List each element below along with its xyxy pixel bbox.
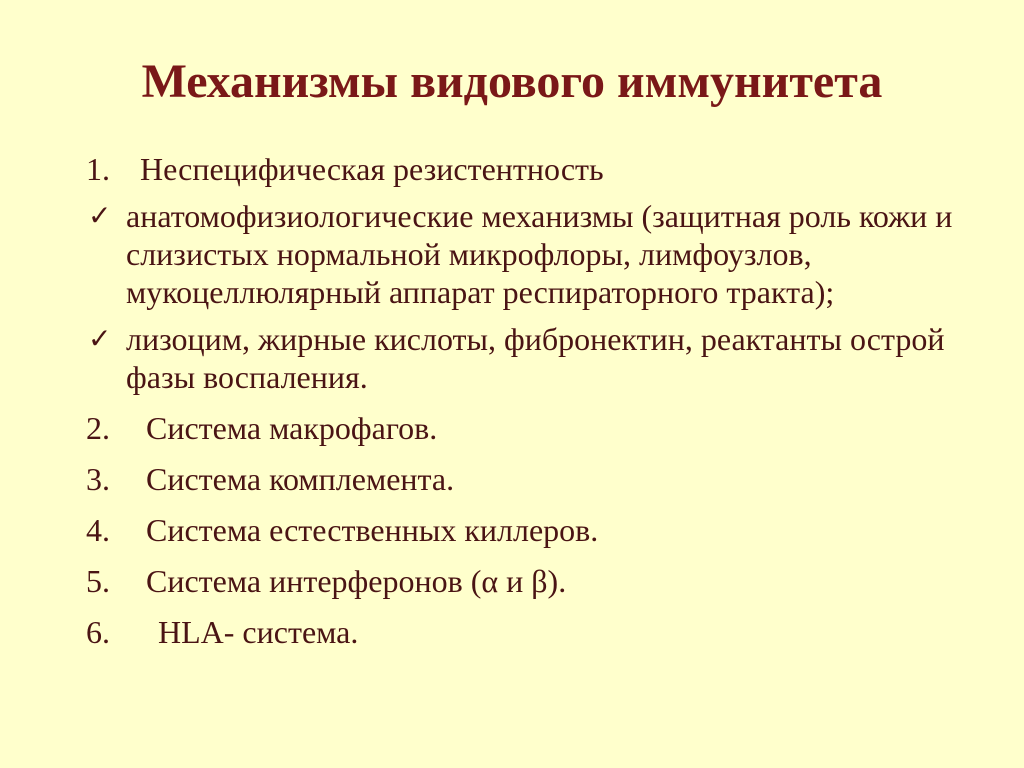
list-item-2 [86,409,966,447]
slide-title: Механизмы видового иммунитета [141,55,883,108]
list-item-text: Система интерферонов (α и β). [146,563,567,599]
checkmark-icon: ✓ [88,199,112,232]
list-item-text: HLA- система. [158,614,359,650]
list-item-text: Система макрофагов. [146,410,438,446]
list-marker: 5. [86,563,110,599]
list-marker: 6. [86,614,110,650]
list-item-text: Система естественных киллеров. [146,512,599,548]
list-item-4 [86,511,966,549]
list-marker: 2. [86,410,110,446]
checkmark-icon: ✓ [88,322,112,355]
list-marker: 1. [86,151,110,187]
list-item-check-2 [86,320,966,396]
list-item-5 [86,562,966,600]
list-item-6 [86,613,966,651]
list-item-text: анатомофизиологические механизмы (защитная роль кожи и слизистых нормальной микрофлоры, лимфоузлов, мукоцеллюлярный аппарат респираторного тракта); [126,198,953,310]
list-item-1 [86,150,966,188]
list-item-check-1 [86,197,966,311]
list-marker: 3. [86,461,110,497]
list-item-text: Система комплемента. [146,461,455,497]
list-item-3 [86,460,966,498]
list-item-text: лизоцим, жирные кислоты, фибронектин, реактанты острой фазы воспаления. [126,321,945,395]
list-item-text: Неспецифическая резистентность [140,151,604,187]
list-marker: 4. [86,512,110,548]
content-list [86,150,966,660]
